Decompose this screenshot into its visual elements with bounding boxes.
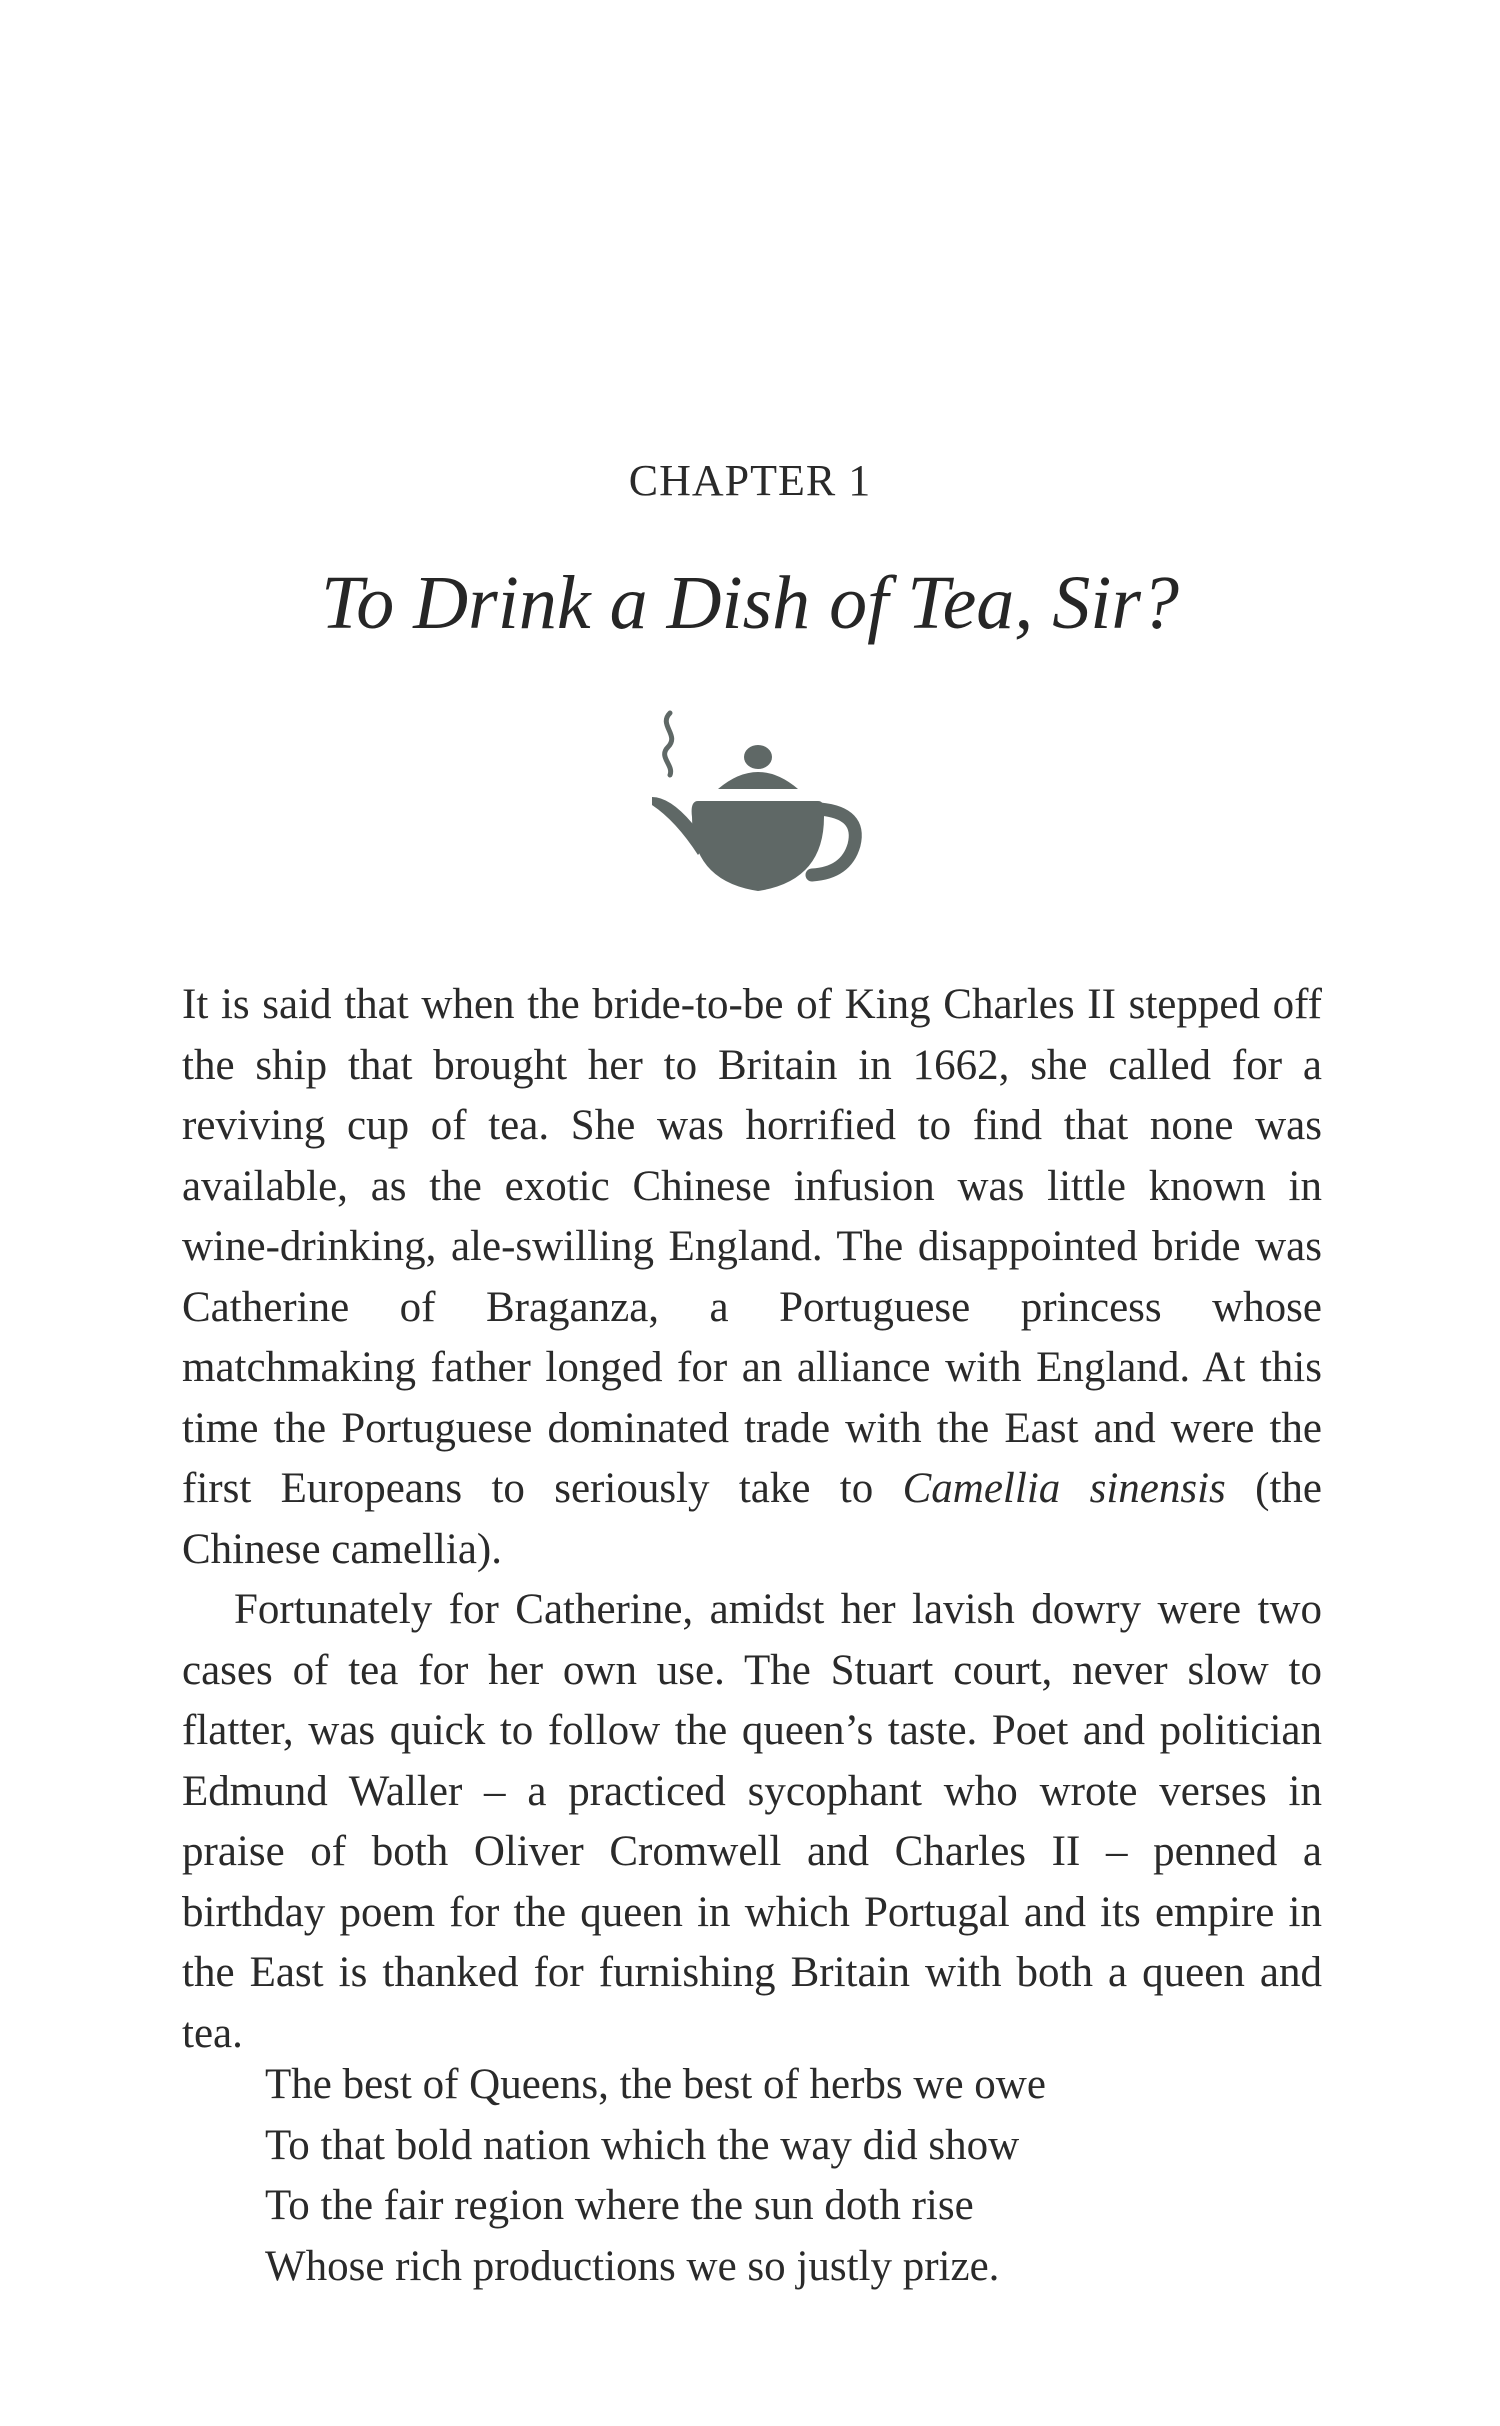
verse-line: Whose rich productions we so justly prize. [265,2242,1000,2290]
paragraph-1 [182,975,1322,1580]
body-text [182,975,1322,2064]
verse-line: To the fair region where the sun doth rise [265,2182,974,2229]
teapot-icon [640,705,880,915]
paragraph-1-text: It is said that when the bride-to-be of King Charles II stepped off the ship that brought her to Britain in 1662, she called for a reviving cup of tea. She was horrified to find that none was available, as the exotic Chinese infusion was little known in wine-drinking, ale-swilling England. The disappointed bride was Catherine of Braganza, a Portuguese princess whose matchmaking father longed for an alliance with England. At this time the Portuguese dominated trade with the East and were the first Europeans to seriously take to [182,981,1322,1512]
verse-block [265,2055,1265,2297]
paragraph-1-italic: Camellia sinensis [902,1465,1226,1512]
paragraph-2: Fortunately for Catherine, amidst her lavish dowry were two cases of tea for her own use. The Stuart court, never slow to flatter, was quick to follow the queen’s taste. Poet and politician Edmund Waller – a practiced sycophant who wrote verses in praise of both Oliver Cromwell and Charles II – penned a birthday poem for the queen in which Portugal and its empire in the East is thanked for furnishing Britain with both a queen and tea. [182,1586,1322,2057]
verse-line: To that bold nation which the way did show [265,2121,1020,2169]
verse-line: The best of Queens, the best of herbs we owe [265,2061,1046,2108]
chapter-label: CHAPTER 1 [628,456,872,505]
paragraph-1-end: (the Chinese camellia). [182,1465,1322,1573]
chapter-title: To Drink a Dish of Tea, Sir? [320,561,1179,645]
